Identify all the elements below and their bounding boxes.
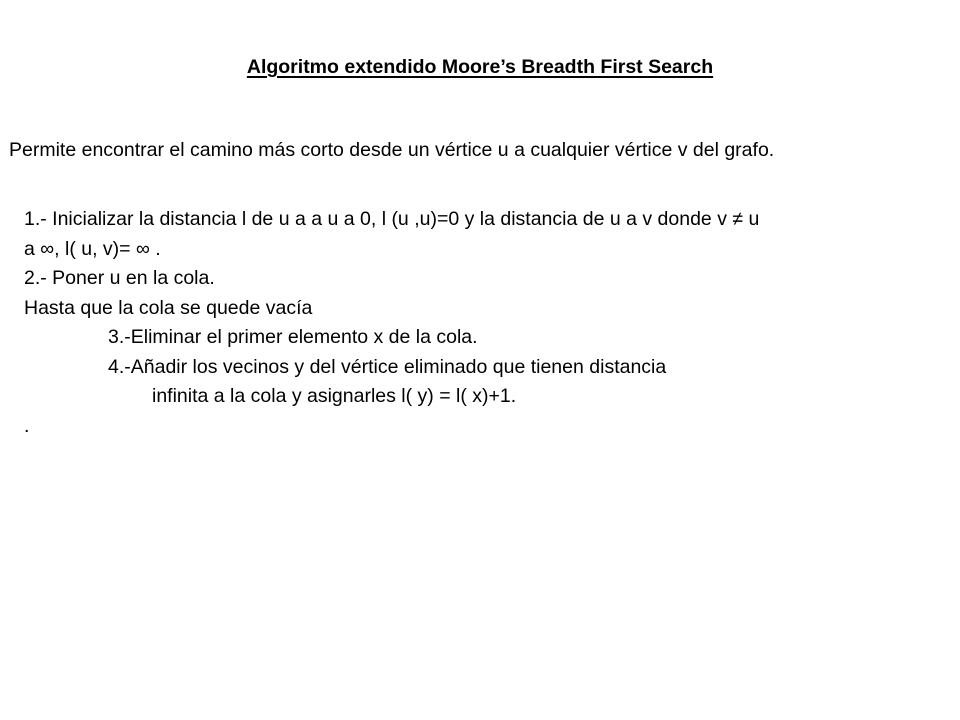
end-mark: .: [24, 414, 30, 437]
page-title: Algoritmo extendido Moore’s Breadth First Search: [246, 56, 714, 78]
step-2: 2.- Poner u en la cola.: [24, 267, 215, 289]
intro-text: Permite encontrar el camino más corto desde un vértice u a cualquier vértice v del grafo.: [9, 139, 775, 161]
loop-condition: Hasta que la cola se quede vacía: [24, 296, 313, 319]
step-1-line-1: 1.- Inicializar la distancia l de u a a u a 0, l (u ,u)=0 y la distancia de u a v donde v ≠ u: [24, 208, 760, 230]
step-1-line-2: a ∞, l( u, v)= ∞ .: [24, 237, 161, 260]
step-4-line-1: 4.-Añadir los vecinos y del vértice eliminado que tienen distancia: [108, 355, 667, 378]
step-3: 3.-Eliminar el primer elemento x de la cola.: [108, 326, 478, 348]
step-4-line-2: infinita a la cola y asignarles l( y) = l( x)+1.: [152, 385, 517, 407]
algorithm-steps: [24, 205, 944, 441]
